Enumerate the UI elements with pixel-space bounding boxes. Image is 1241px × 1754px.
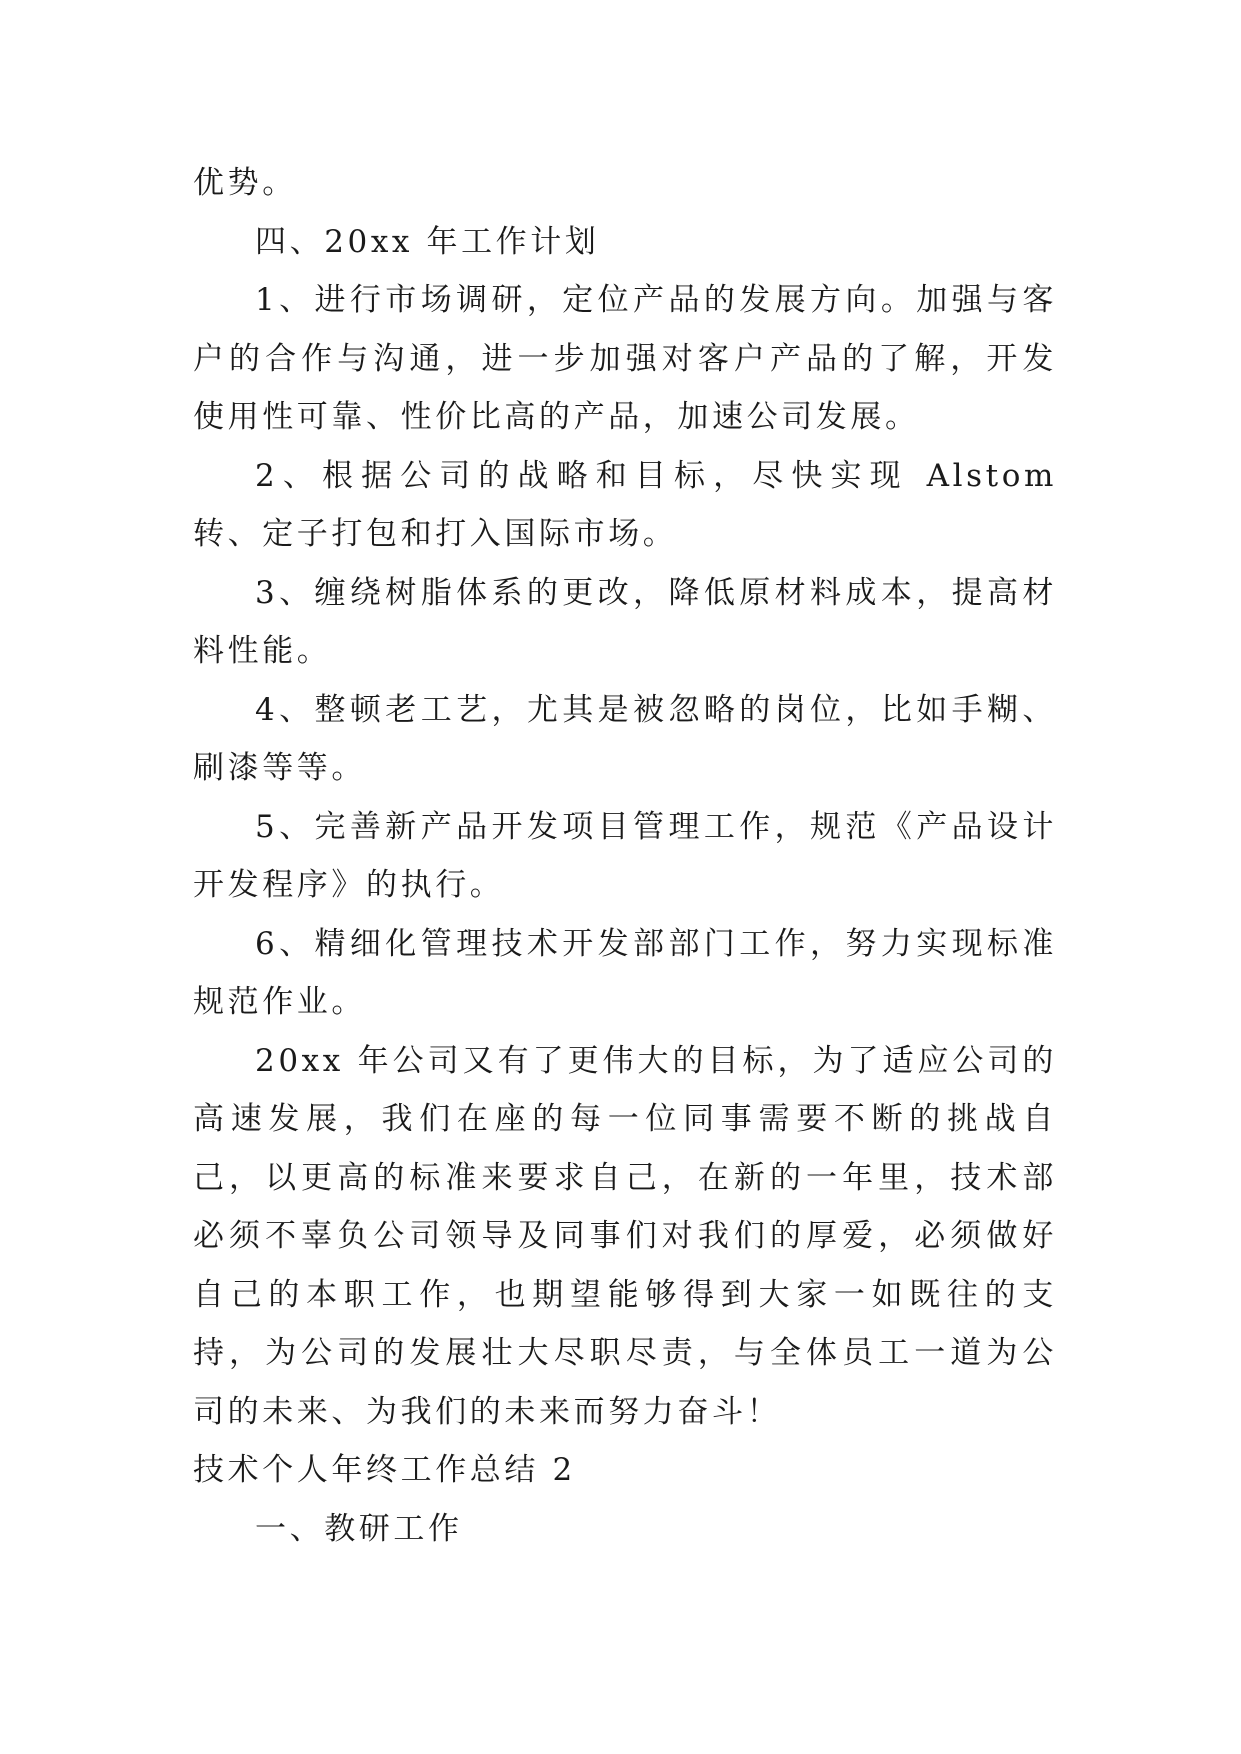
plan-item-3: 3、缠绕树脂体系的更改，降低原材料成本，提高材料性能。: [193, 574, 1057, 669]
plan-item-5: 5、完善新产品开发项目管理工作，规范《产品设计开发程序》的执行。: [193, 808, 1057, 903]
section-heading-plan: 四、20xx 年工作计划: [255, 223, 600, 260]
plan-item-1: 1、进行市场调研，定位产品的发展方向。加强与客户的合作与沟通，进一步加强对客户产品的了解，开发使用性可靠、性价比高的产品，加速公司发展。: [193, 282, 1057, 435]
document-section-title: 技术个人年终工作总结 2: [193, 1452, 576, 1488]
document-body: [193, 154, 1057, 1558]
plan-item-6: 6、精细化管理技术开发部部门工作，努力实现标准规范作业。: [193, 925, 1057, 1020]
closing-paragraph: 20xx 年公司又有了更伟大的目标，为了适应公司的高速发展，我们在座的每一位同事需要不断的挑战自己，以更高的标准来要求自己，在新的一年里，技术部必须不辜负公司领导及同事们对我们的厚爱，必须做好自己的本职工作，也期望能够得到大家一如既往的支持，为公司的发展壮大尽职尽责，与全体员工一道为公司的未来、为我们的未来而努力奋斗！: [193, 1042, 1057, 1430]
paragraph-continuation: 优势。: [193, 165, 297, 201]
plan-item-4: 4、整顿老工艺，尤其是被忽略的岗位，比如手糊、刷漆等等。: [193, 691, 1057, 786]
plan-item-2: 2、根据公司的战略和目标，尽快实现 Alstom 转、定子打包和打入国际市场。: [193, 457, 1057, 552]
section-heading-teaching: 一、教研工作: [255, 1510, 463, 1547]
